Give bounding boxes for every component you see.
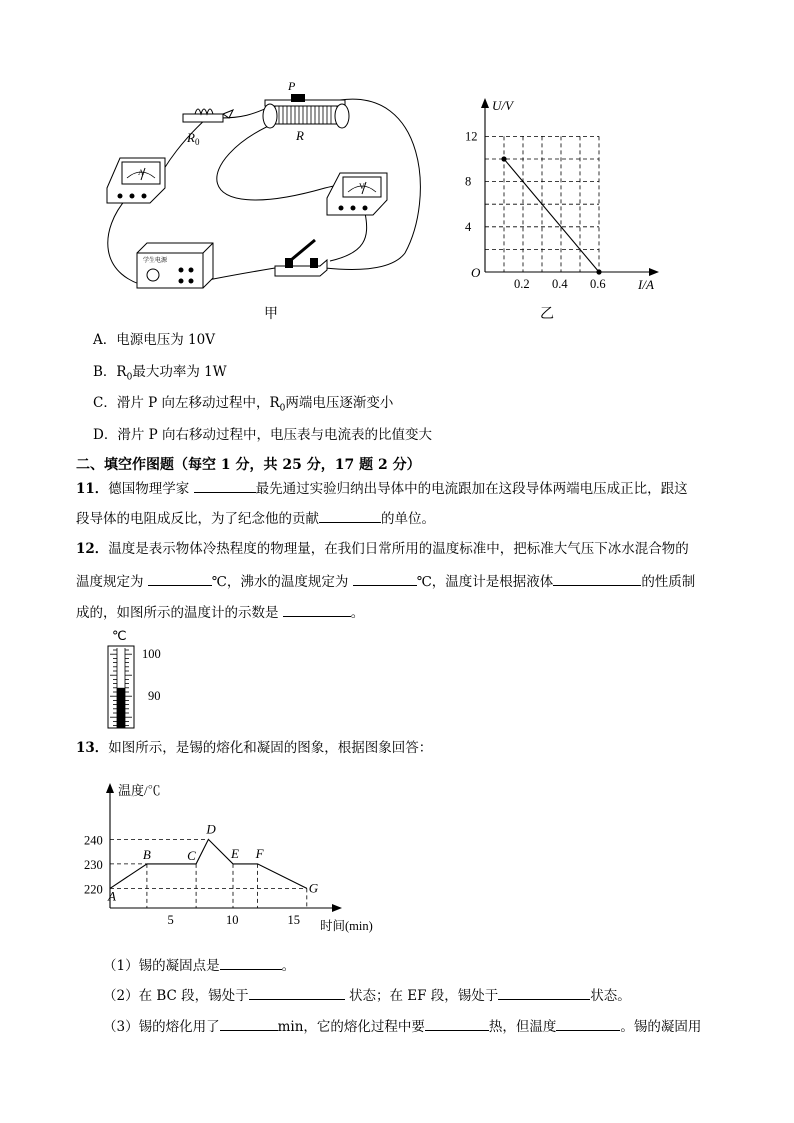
wire [330, 213, 367, 261]
answer-blank[interactable] [556, 1016, 620, 1031]
tick-label-90: 90 [148, 689, 161, 704]
x-tick-label: 0.4 [552, 277, 568, 291]
origin-label: O [471, 265, 481, 280]
power-supply [137, 243, 213, 288]
y-axis-label: U/V [492, 98, 513, 113]
figure-yi-caption: 乙 [540, 306, 554, 322]
x-tick-label: 15 [287, 913, 300, 927]
tin-melting-chart [80, 775, 400, 940]
answer-blank[interactable] [553, 571, 641, 586]
circuit-figure [95, 78, 435, 308]
section-title: 二、填空作图题（每空 1 分，共 25 分，17 题 2 分） [76, 457, 421, 473]
point-label: G [308, 880, 319, 896]
question-12-line3: 成的，如图所示的温度计的示数是 。 [76, 602, 364, 623]
answer-blank[interactable] [283, 602, 351, 617]
answer-blank[interactable] [148, 571, 212, 586]
slider-p-label: P [288, 79, 296, 93]
series-line [504, 159, 599, 272]
y-tick-label: 240 [84, 833, 103, 848]
voltmeter [327, 173, 387, 215]
answer-blank[interactable] [425, 1016, 489, 1031]
question-11-line2: 段导体的电阻成反比，为了纪念他的贡献 的单位。 [76, 508, 435, 529]
option-d[interactable]: D．滑片 P 向右移动过程中，电压表与电流表的比值变大 [93, 427, 432, 443]
y-tick-label: 8 [465, 174, 472, 189]
x-axis-label: 时间(min) [320, 919, 373, 933]
ui-graph [460, 92, 670, 302]
y-axis-label: 温度/℃ [118, 783, 161, 798]
question-12-line2: 温度规定为 ℃，沸水的温度规定为 ℃，温度计是根据液体 的性质制 [76, 571, 695, 592]
ammeter [107, 158, 165, 203]
question-13-line1: 13．如图所示，是锡的熔化和凝固的图象，根据图象回答： [76, 740, 433, 756]
question-12-line1: 12．温度是表示物体冷热程度的物理量，在我们日常所用的温度标准中，把标准大气压下冰水混合物的 [76, 541, 689, 557]
voltmeter-label: V [359, 182, 365, 191]
option-c[interactable]: C．滑片 P 向左移动过程中，$R_0$两端电压逐渐变小 [93, 395, 394, 414]
x-axis-arrow [649, 268, 659, 276]
fixed-resistor-r0 [183, 109, 233, 122]
y-axis-arrow [106, 783, 114, 793]
x-axis-label: I/A [638, 277, 654, 292]
x-tick-label: 5 [167, 913, 174, 927]
thermometer-figure [100, 628, 190, 732]
mercury-column [117, 688, 125, 728]
data-point [501, 156, 506, 161]
answer-blank[interactable] [220, 1016, 278, 1031]
point-label: B [142, 846, 151, 862]
question-11-line1: 11．德国物理学家 最先通过实验归纳出导体中的电流跟加在这段导体两端电压成正比，跟这 [76, 478, 688, 499]
point-label: F [255, 845, 264, 861]
figure-jia-caption: 甲 [264, 306, 278, 322]
y-tick-label: 220 [84, 882, 103, 897]
rheostat-r-label: R [296, 128, 304, 143]
option-a[interactable]: A．电源电压为 10V [93, 332, 215, 348]
question-13-sub1: （1）锡的凝固点是 。 [103, 955, 295, 976]
x-axis-arrow [332, 904, 342, 912]
option-b[interactable]: B．$R_0$最大功率为 1W [93, 364, 227, 383]
answer-blank[interactable] [220, 955, 282, 970]
ammeter-label: A [138, 168, 144, 177]
point-label: C [187, 847, 196, 863]
answer-blank[interactable] [353, 571, 417, 586]
point-label: E [231, 845, 239, 861]
y-axis-arrow [481, 98, 489, 108]
point-label: D [206, 821, 216, 837]
question-13-sub2: （2）在 BC 段，锡处于 状态；在 EF 段，锡处于 状态。 [103, 985, 631, 1006]
y-tick-label: 4 [465, 219, 472, 234]
tick-label-100: 100 [142, 647, 161, 662]
answer-blank[interactable] [319, 508, 381, 523]
rheostat [263, 94, 349, 128]
answer-blank[interactable] [194, 478, 256, 493]
switch [275, 240, 327, 276]
x-tick-label: 10 [226, 913, 239, 927]
x-tick-label: 0.6 [590, 277, 606, 291]
y-tick-label: 230 [84, 857, 103, 872]
data-point [596, 269, 601, 274]
power-supply-label: 学生电源 [143, 258, 168, 264]
r0-label: $R_0$ [187, 130, 200, 147]
x-tick-label: 0.2 [514, 277, 530, 291]
point-label: A [108, 888, 116, 904]
thermometer-unit: ℃ [112, 628, 127, 643]
answer-blank[interactable] [498, 985, 590, 1000]
question-13-sub3: （3）锡的熔化用了 min，它的熔化过程中要 热，但温度 。锡的凝固用 [103, 1016, 701, 1037]
y-tick-label: 12 [465, 129, 478, 144]
answer-blank[interactable] [249, 985, 345, 1000]
